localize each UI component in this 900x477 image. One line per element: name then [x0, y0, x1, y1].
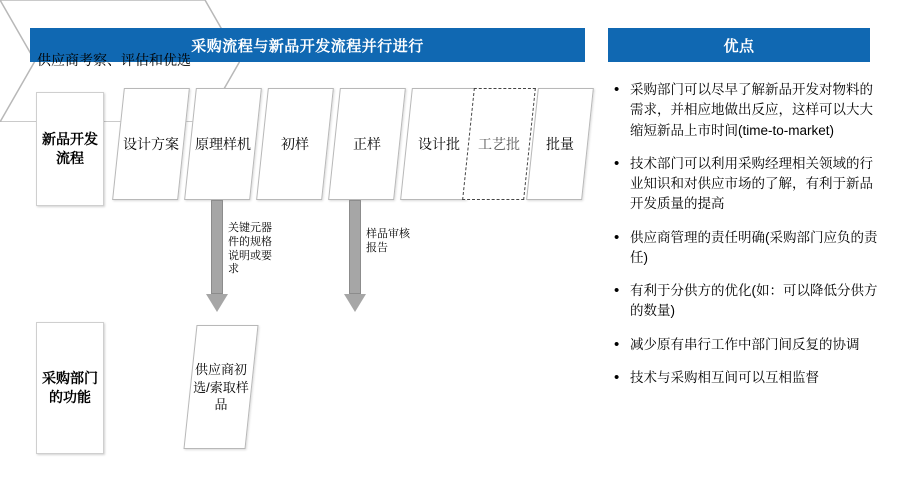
process-step-4: [328, 88, 406, 200]
arrow-2-head: [344, 294, 366, 312]
process-step-7: [526, 88, 594, 200]
arrow-down-1: [207, 200, 227, 312]
arrow-1-shaft: [211, 200, 223, 294]
arrow-1-head: [206, 294, 228, 312]
process-step-1-label: 设计方案: [123, 135, 179, 152]
list-item: • 减少原有串行工作中部门间反复的协调: [612, 335, 884, 355]
arrow-2-shaft: [349, 200, 361, 294]
list-item: • 技术与采购相互间可以互相监督: [612, 368, 884, 388]
process-step-6-label: 工艺批: [478, 135, 520, 152]
side-label-bottom-text: 采购部门的功能: [42, 370, 98, 405]
list-item: • 供应商管理的责任明确(采购部门应负的责任): [612, 228, 884, 269]
list-item: • 采购部门可以尽早了解新品开发对物料的需求，并相应地做出反应，这样可以大大缩短新品上市时间(time-to-market): [612, 80, 884, 141]
process-step-3: [256, 88, 334, 200]
arrow-down-2: [345, 200, 365, 312]
process-step-4-label: 正样: [353, 135, 381, 152]
supplier-preselect-box: [183, 325, 258, 449]
process-step-7-label: 批量: [546, 135, 574, 152]
process-step-6: [462, 88, 536, 200]
process-step-5-label: 设计批: [418, 135, 460, 152]
supplier-preselect-label: 供应商初选/索取样品: [193, 361, 249, 412]
advantages-list: [612, 80, 884, 401]
list-item: • 有利于分供方的优化(如：可以降低分供方的数量): [612, 281, 884, 322]
side-label-top-text: 新品开发流程: [42, 131, 98, 166]
arrow-2-caption: 样品审核报告: [366, 228, 410, 254]
supplier-evaluation-label: 供应商考察、评估和优选: [37, 52, 191, 69]
right-header-bar: [608, 28, 870, 62]
process-step-2-label: 原理样机: [195, 135, 251, 152]
process-step-3-label: 初样: [281, 135, 309, 152]
right-header-title: 优点: [723, 37, 755, 55]
arrow-1-caption: 关键元器件的规格说明或要求: [228, 222, 272, 276]
left-header-title: 采购流程与新品开发流程并行进行: [191, 37, 424, 55]
side-label-purchasing-function: [36, 322, 104, 454]
list-item: • 技术部门可以利用采购经理相关领域的行业知识和对供应市场的了解，有利于新品开发质量的提高: [612, 154, 884, 215]
